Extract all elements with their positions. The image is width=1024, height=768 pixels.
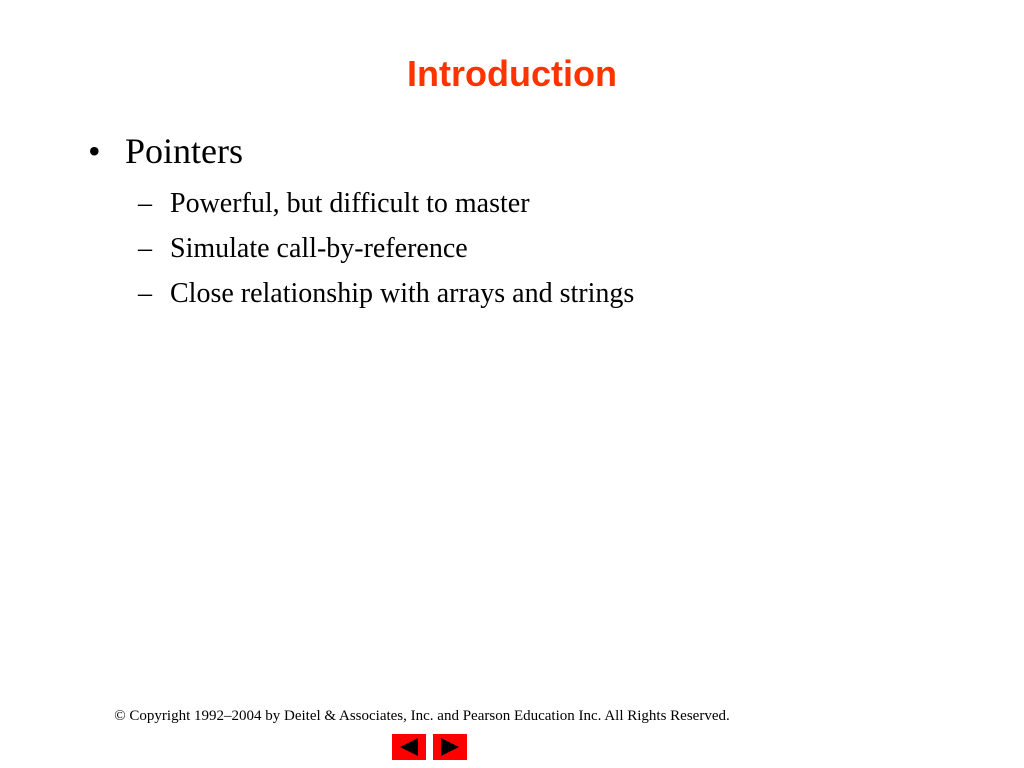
bullet-text: Pointers — [125, 131, 244, 171]
triangle-right-icon — [439, 737, 461, 757]
dash-marker: – — [138, 233, 152, 264]
dash-marker: – — [138, 278, 152, 309]
sub-bullet-item — [138, 226, 634, 271]
triangle-left-icon — [398, 737, 420, 757]
dash-marker: – — [138, 188, 152, 219]
sub-bullet-item — [138, 271, 634, 316]
sub-bullet-text: Simulate call-by-reference — [170, 233, 468, 264]
slide-title: Introduction — [407, 53, 617, 94]
bullet-marker: • — [88, 131, 101, 171]
slide-navigation — [392, 734, 467, 760]
sub-bullet-text: Close relationship with arrays and strings — [170, 278, 635, 309]
next-slide-button[interactable] — [433, 734, 467, 760]
bullet-pointers — [88, 128, 243, 174]
previous-slide-button[interactable] — [392, 734, 426, 760]
copyright-notice: © Copyright 1992–2004 by Deitel & Associates, Inc. and Pearson Education Inc. All Rights Reserved. — [114, 708, 730, 724]
sub-bullet-list — [138, 181, 634, 316]
sub-bullet-item — [138, 181, 634, 226]
sub-bullet-text: Powerful, but difficult to master — [170, 188, 530, 219]
